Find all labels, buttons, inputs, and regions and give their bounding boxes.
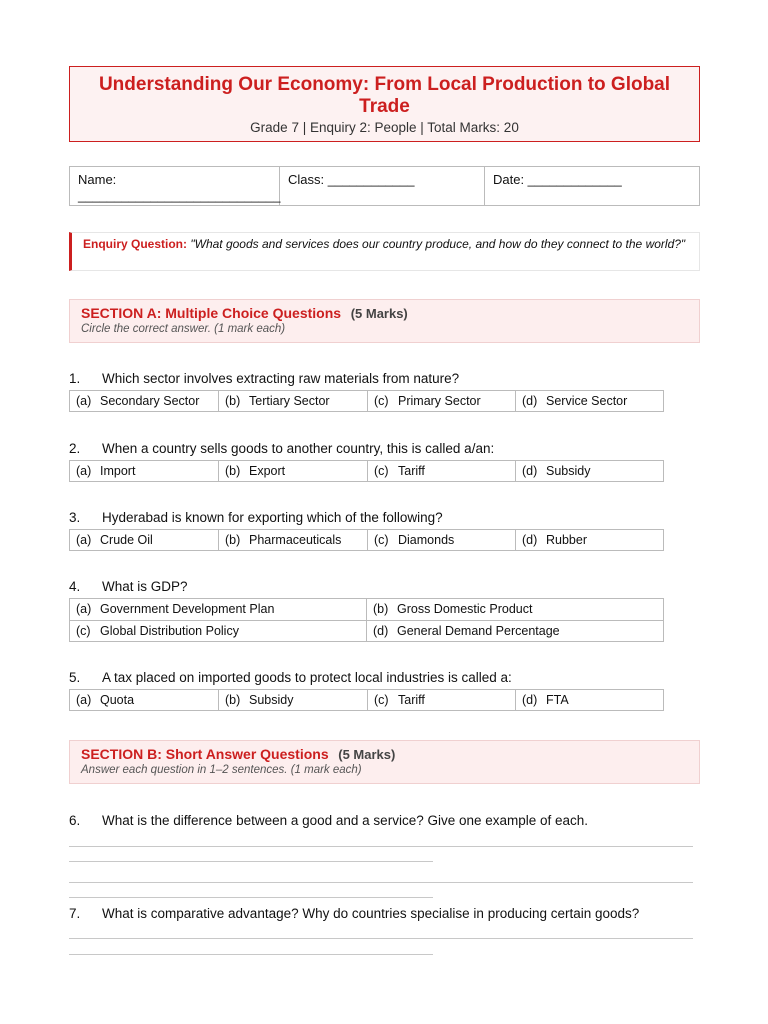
option-letter: (c) — [374, 693, 389, 707]
question-5-options — [69, 689, 664, 711]
option-text: Subsidy — [546, 464, 591, 478]
option-a[interactable] — [70, 391, 219, 411]
question-2-options — [69, 460, 664, 482]
option-b[interactable] — [219, 461, 368, 481]
name-field[interactable]: Name: ____________________________ — [70, 167, 280, 205]
option-letter: (c) — [374, 464, 389, 478]
section-b-instructions: Answer each question in 1–2 sentences. (1 mark each) — [81, 764, 362, 776]
question-4 — [69, 579, 188, 595]
question-3 — [69, 510, 443, 526]
option-letter: (a) — [76, 394, 92, 408]
class-field[interactable]: Class: ____________ — [280, 167, 485, 205]
answer-line[interactable] — [69, 882, 693, 883]
option-text: Service Sector — [546, 394, 628, 408]
section-a-marks: (5 Marks) — [350, 306, 408, 321]
option-d[interactable] — [516, 461, 663, 481]
question-number: 2. — [69, 441, 81, 456]
question-6 — [69, 813, 588, 829]
option-text: Crude Oil — [100, 533, 153, 547]
question-text: What is the difference between a good and a service? Give one example of each. — [102, 813, 589, 828]
option-letter: (a) — [76, 464, 92, 478]
student-info-table — [69, 166, 700, 206]
question-2 — [69, 441, 494, 457]
question-number: 5. — [69, 670, 81, 685]
option-c[interactable] — [368, 461, 516, 481]
option-letter: (b) — [225, 533, 241, 547]
question-number: 4. — [69, 579, 81, 594]
question-text: Hyderabad is known for exporting which of the following? — [102, 510, 443, 525]
option-letter: (c) — [374, 394, 389, 408]
date-field[interactable]: Date: _____________ — [493, 172, 622, 187]
section-b-marks: (5 Marks) — [338, 747, 396, 762]
option-text: Quota — [100, 693, 135, 707]
option-b[interactable] — [219, 391, 368, 411]
question-text: What is comparative advantage? Why do countries specialise in producing certain goods? — [102, 906, 640, 921]
section-a-header — [69, 299, 700, 343]
option-c[interactable] — [368, 530, 516, 550]
option-text: Government Development Plan — [100, 602, 275, 616]
option-text: Import — [100, 464, 136, 478]
option-text: Secondary Sector — [100, 394, 200, 408]
option-d[interactable] — [367, 621, 663, 642]
option-b[interactable] — [367, 599, 663, 621]
question-7 — [69, 906, 639, 922]
question-number: 7. — [69, 906, 81, 921]
option-letter: (c) — [374, 533, 389, 547]
option-letter: (b) — [225, 394, 241, 408]
answer-line[interactable] — [69, 861, 433, 862]
section-b-header — [69, 740, 700, 784]
question-1 — [69, 371, 459, 387]
option-letter: (d) — [522, 693, 538, 707]
option-a[interactable] — [70, 461, 219, 481]
option-letter: (a) — [76, 602, 92, 616]
question-number: 6. — [69, 813, 81, 828]
enquiry-question-box — [69, 232, 700, 271]
option-b[interactable] — [219, 530, 368, 550]
option-b[interactable] — [219, 690, 368, 710]
option-d[interactable] — [516, 530, 663, 550]
option-d[interactable] — [516, 690, 663, 710]
section-a-instructions: Circle the correct answer. (1 mark each) — [81, 323, 286, 335]
option-d[interactable] — [516, 391, 663, 411]
option-text: Tariff — [398, 693, 425, 707]
option-letter: (d) — [522, 394, 538, 408]
option-letter: (b) — [225, 693, 241, 707]
question-number: 3. — [69, 510, 81, 525]
answer-line[interactable] — [69, 897, 433, 898]
option-c[interactable] — [70, 621, 367, 642]
option-letter: (b) — [225, 464, 241, 478]
option-text: Pharmaceuticals — [249, 533, 342, 547]
question-text: Which sector involves extracting raw materials from nature? — [102, 371, 460, 386]
option-a[interactable] — [70, 530, 219, 550]
worksheet-header — [69, 66, 700, 142]
option-text: Tariff — [398, 464, 425, 478]
option-letter: (d) — [522, 464, 538, 478]
worksheet-title: Understanding Our Economy: From Local Production to Global Trade — [98, 74, 671, 117]
option-c[interactable] — [368, 690, 516, 710]
section-b-title: SECTION B: Short Answer Questions — [81, 746, 329, 762]
option-letter: (b) — [373, 602, 389, 616]
question-text: What is GDP? — [102, 579, 188, 594]
question-1-options — [69, 390, 664, 412]
option-text: Subsidy — [249, 693, 294, 707]
option-letter: (a) — [76, 533, 92, 547]
option-letter: (d) — [522, 533, 538, 547]
option-text: Gross Domestic Product — [397, 602, 533, 616]
enquiry-text: "What goods and services does our country produce, and how do they connect to the world?" — [190, 237, 686, 251]
answer-line[interactable] — [69, 938, 693, 939]
option-text: Global Distribution Policy — [100, 623, 239, 638]
answer-line[interactable] — [69, 846, 693, 847]
worksheet-subtitle: Grade 7 | Enquiry 2: People | Total Marks: 20 — [250, 120, 519, 135]
option-letter: (a) — [76, 693, 92, 707]
question-text: A tax placed on imported goods to protect local industries is called a: — [102, 670, 512, 685]
question-4-options — [69, 598, 664, 642]
option-a[interactable] — [70, 690, 219, 710]
question-number: 1. — [69, 371, 81, 386]
question-5 — [69, 670, 512, 686]
section-a-title: SECTION A: Multiple Choice Questions — [81, 305, 342, 321]
option-text: Export — [249, 464, 286, 478]
question-3-options — [69, 529, 664, 551]
option-text: FTA — [546, 693, 569, 707]
option-a[interactable] — [70, 599, 367, 621]
option-text: Primary Sector — [398, 394, 481, 408]
enquiry-label: Enquiry Question: — [83, 237, 188, 251]
option-c[interactable] — [368, 391, 516, 411]
question-text: When a country sells goods to another country, this is called a/an: — [102, 441, 495, 456]
option-text: Rubber — [546, 533, 587, 547]
option-text: Tertiary Sector — [249, 394, 330, 408]
option-text: Diamonds — [398, 533, 455, 547]
option-letter: (c) — [76, 623, 91, 638]
option-text: General Demand Percentage — [397, 623, 560, 638]
answer-line[interactable] — [69, 954, 433, 955]
option-letter: (d) — [373, 623, 389, 638]
